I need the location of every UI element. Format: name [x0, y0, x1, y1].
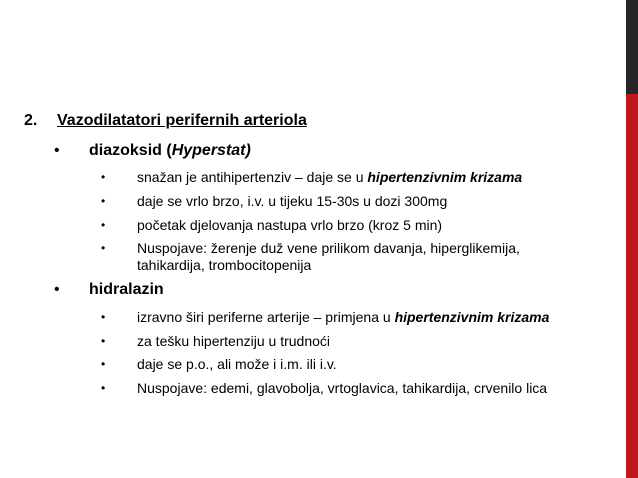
bullet: • — [101, 170, 106, 184]
point-text: za tešku hipertenziju u trudnoći — [137, 333, 330, 349]
drug-brand: Hyperstat) — [171, 142, 251, 159]
list-item — [101, 333, 330, 349]
bullet: • — [54, 142, 60, 159]
bullet: • — [54, 281, 60, 298]
list-item — [101, 169, 522, 185]
slide-accent-bar — [626, 0, 638, 478]
drug-diazoksid — [54, 142, 251, 160]
drug-name: hidralazin — [89, 281, 164, 298]
list-item — [101, 193, 447, 209]
point-text: Nuspojave: žerenje duž vene prilikom davanja, hiperglikemija, — [137, 240, 520, 256]
bullet: • — [101, 334, 106, 348]
list-item — [101, 309, 549, 325]
point-text: daje se p.o., ali može i i.m. ili i.v. — [137, 356, 337, 372]
list-item — [101, 217, 442, 233]
point-text: izravno širi periferne arterije – primjena u — [137, 309, 395, 325]
point-emphasis: hipertenzivnim krizama — [394, 309, 550, 325]
point-continuation: tahikardija, trombocitopenija — [137, 257, 312, 273]
point-emphasis: hipertenzivnim krizama — [367, 169, 523, 185]
point-text: Nuspojave: edemi, glavobolja, vrtoglavica, tahikardija, crvenilo lica — [137, 380, 548, 396]
heading-title: Vazodilatatori perifernih arteriola — [57, 112, 307, 129]
bullet: • — [101, 381, 106, 395]
bullet: • — [101, 357, 106, 371]
drug-name: diazoksid ( — [89, 142, 172, 159]
bullet: • — [101, 310, 106, 324]
list-item — [101, 240, 520, 256]
bullet: • — [101, 218, 106, 232]
bullet: • — [101, 194, 106, 208]
list-item — [101, 356, 337, 372]
bullet: • — [101, 241, 106, 255]
point-text: daje se vrlo brzo, i.v. u tijeku 15-30s u dozi 300mg — [137, 193, 448, 209]
list-item — [101, 380, 547, 396]
point-text: početak djelovanja nastupa vrlo brzo (kroz 5 min) — [137, 217, 443, 233]
point-text: snažan je antihipertenziv – daje se u — [137, 169, 368, 185]
drug-hidralazin — [54, 281, 164, 299]
section-heading — [24, 112, 307, 130]
heading-number: 2. — [24, 112, 38, 129]
